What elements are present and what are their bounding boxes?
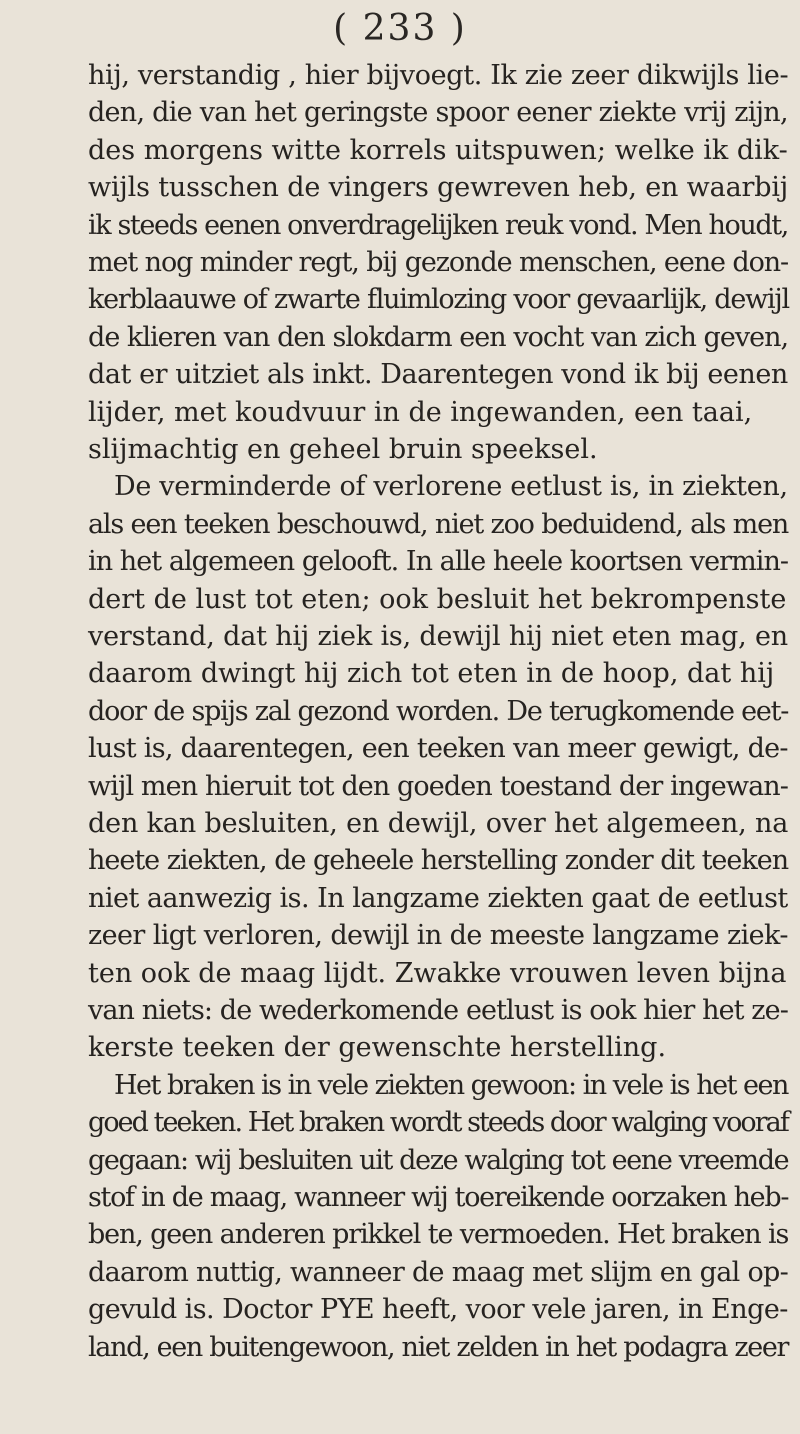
text-line: ik steeds eenen onverdragelijken reuk vond. Men houdt,: [88, 209, 788, 241]
text-line: Het braken is in vele ziekten gewoon: in vele is het een: [114, 1069, 788, 1101]
text-line: den, die van het geringste spoor eener ziekte vrij zijn,: [88, 97, 788, 129]
text-line: hij, verstandig , hier bijvoegt. Ik zie zeer dikwijls lie-: [88, 60, 789, 91]
page-number: ( 233 ): [333, 8, 467, 49]
text-line: kerste teeken der gewenschte herstelling.: [88, 1032, 667, 1064]
text-line: des morgens witte korrels uitspuwen; welke ik dik-: [88, 134, 788, 166]
text-line: gevuld is. Doctor PYE heeft, voor vele jaren, in Enge-: [88, 1294, 788, 1326]
text-line: stof in de maag, wanneer wij toereikende oorzaken heb-: [88, 1182, 789, 1213]
text-line: niet aanwezig is. In langzame ziekten gaat de eetlust: [88, 882, 788, 914]
text-line: ten ook de maag lijdt. Zwakke vrouwen leven bijna: [88, 957, 787, 989]
text-line: wijls tusschen de vingers gewreven heb, en waarbij: [88, 172, 789, 204]
text-line: dert de lust tot eten; ook besluit het bekrompenste: [88, 583, 787, 615]
text-line: in het algemeen gelooft. In alle heele koortsen vermin-: [88, 546, 789, 578]
text-line: De verminderde of verlorene eetlust is, in ziekten,: [114, 471, 788, 503]
text-line: daarom nuttig, wanneer de maag met slijm en gal op-: [88, 1256, 789, 1288]
text-line: gegaan: wij besluiten uit deze walging tot eene vreemde: [88, 1144, 789, 1176]
text-line: verstand, dat hij ziek is, dewijl hij niet eten mag, en: [88, 621, 788, 652]
text-line: met nog minder regt, bij gezonde menschen, eene don-: [88, 247, 789, 278]
text-line: ben, geen anderen prikkel te vermoeden. Het braken is: [88, 1219, 789, 1251]
text-line: zeer ligt verloren, dewijl in de meeste langzame ziek-: [88, 920, 788, 952]
text-line: wijl men hieruit tot den goeden toestand der ingewan-: [88, 770, 789, 802]
text-line: door de spijs zal gezond worden. De terugkomende eet-: [88, 695, 789, 727]
text-line: kerblaauwe of zwarte fluimlozing voor gevaarlijk, dewijl: [88, 284, 789, 316]
text-line: land, een buitengewoon, niet zelden in het podagra zeer: [88, 1331, 789, 1363]
text-line: daarom dwingt hij zich tot eten in de hoop, dat hij: [88, 658, 775, 690]
text-line: lust is, daarentegen, een teeken van meer gewigt, de-: [88, 733, 788, 765]
text-line: van niets: de wederkomende eetlust is ook hier het ze-: [88, 995, 788, 1026]
text-line: den kan besluiten, en dewijl, over het algemeen, na: [88, 808, 789, 839]
text-line: slijmachtig en geheel bruin speeksel.: [88, 434, 598, 465]
text-line: goed teeken. Het braken wordt steeds door walging vooraf: [88, 1107, 788, 1139]
text-line: dat er uitziet als inkt. Daarentegen vond ik bij eenen: [88, 359, 788, 391]
text-line: de klieren van den slokdarm een vocht van zich geven,: [88, 321, 789, 353]
text-line: lijder, met koudvuur in de ingewanden, een taai,: [88, 396, 753, 428]
text-line: als een teeken beschouwd, niet zoo beduidend, als men: [88, 508, 789, 540]
text-line: heete ziekten, de geheele herstelling zonder dit teeken: [88, 845, 789, 877]
